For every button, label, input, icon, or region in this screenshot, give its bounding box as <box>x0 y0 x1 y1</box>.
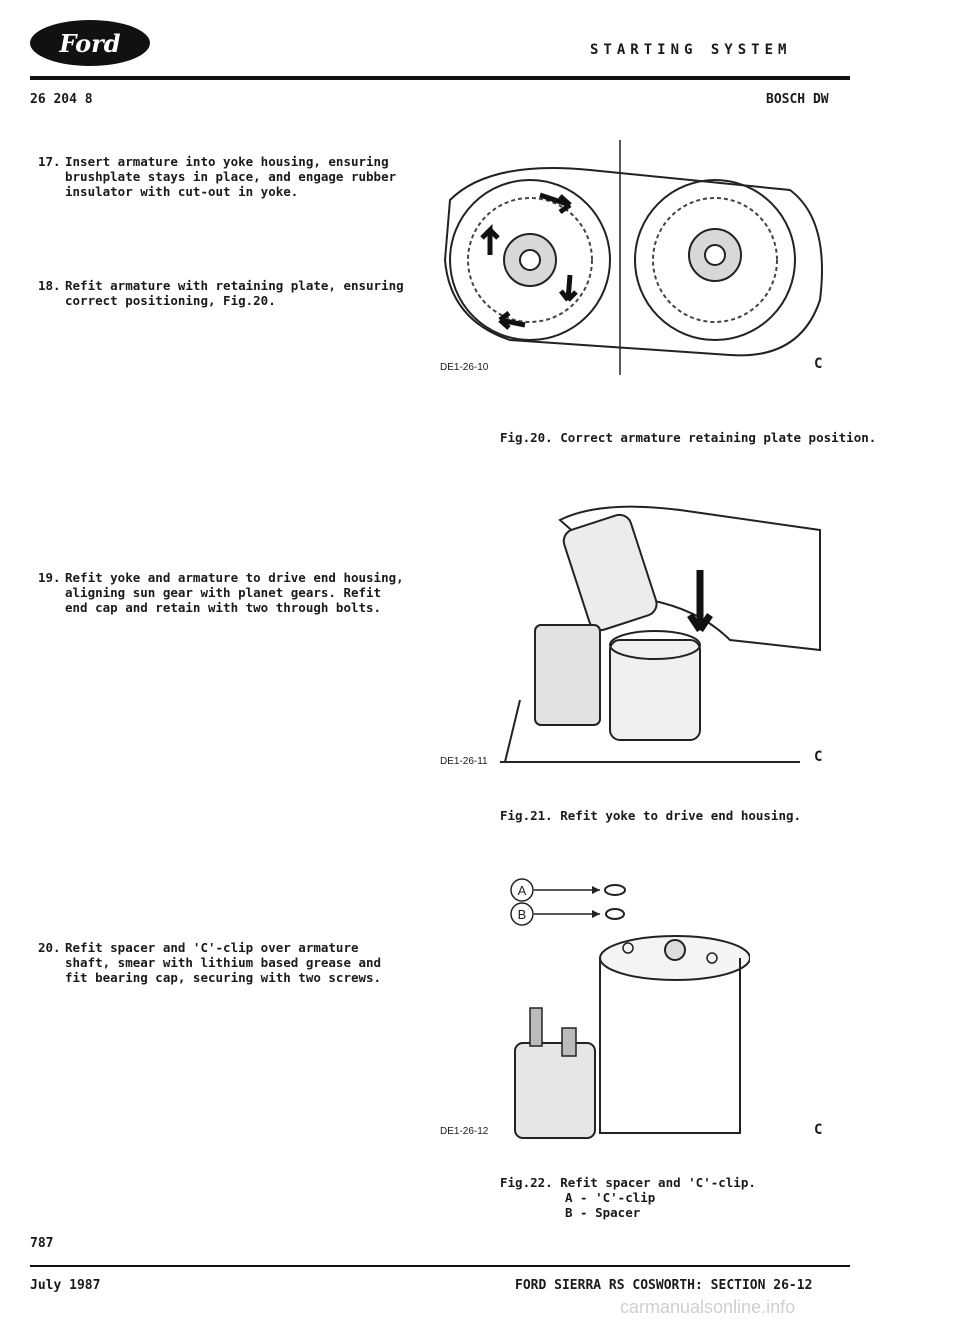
fig21-caption: Fig.21. Refit yoke to drive end housing. <box>500 808 802 823</box>
fig22-legend-b: B - Spacer <box>565 1205 641 1220</box>
step-text: Refit spacer and 'C'-clip over armature shaft, smear with lithium based grease and fit bearing cap, securing with two screws. <box>65 940 382 985</box>
footer-publication: FORD SIERRA RS COSWORTH: SECTION 26-12 <box>515 1278 813 1293</box>
doc-number: 26 204 8 <box>30 92 93 107</box>
step-number: 20. <box>38 940 61 955</box>
fig20-code: DE1-26-10 <box>440 362 489 373</box>
step-number: 17. <box>38 154 61 169</box>
page-title: STARTING SYSTEM <box>590 42 792 58</box>
fig22-caption: Fig.22. Refit spacer and 'C'-clip. <box>500 1175 756 1190</box>
fig20-mark: C <box>814 356 823 372</box>
fig20-caption: Fig.20. Correct armature retaining plate position. <box>500 430 877 445</box>
logo-text: Ford <box>59 28 121 58</box>
fig21-illustration <box>500 500 830 770</box>
page-number: 787 <box>30 1236 54 1251</box>
fig22-code: DE1-26-12 <box>440 1126 489 1137</box>
footer-rule <box>30 1265 850 1267</box>
fig21-code: DE1-26-11 <box>440 756 488 767</box>
fig22-illustration <box>500 878 750 1140</box>
step-18 <box>38 278 408 308</box>
section-label: BOSCH DW <box>766 92 829 107</box>
fig21-mark: C <box>814 749 823 765</box>
step-text: Refit yoke and armature to drive end housing, aligning sun gear with planet gears. Refit end cap and retain with two through bolts. <box>65 570 404 615</box>
watermark: carmanualsonline.info <box>620 1297 796 1317</box>
header-rule <box>30 76 850 80</box>
step-19 <box>38 570 408 615</box>
callout-b: B <box>517 907 527 922</box>
step-number: 19. <box>38 570 61 585</box>
step-20 <box>38 940 408 985</box>
fig22-legend-a: A - 'C'-clip <box>565 1190 656 1205</box>
footer-date: July 1987 <box>30 1278 101 1293</box>
step-text: Refit armature with retaining plate, ensuring correct positioning, Fig.20. <box>65 278 404 308</box>
fig20-illustration <box>430 140 850 380</box>
step-17 <box>38 154 408 199</box>
ford-logo <box>30 20 150 66</box>
callout-a: A <box>517 883 527 898</box>
step-number: 18. <box>38 278 61 293</box>
fig22-mark: C <box>814 1122 823 1138</box>
step-text: Insert armature into yoke housing, ensuring brushplate stays in place, and engage rubber insulator with cut-out in yoke. <box>65 154 397 199</box>
